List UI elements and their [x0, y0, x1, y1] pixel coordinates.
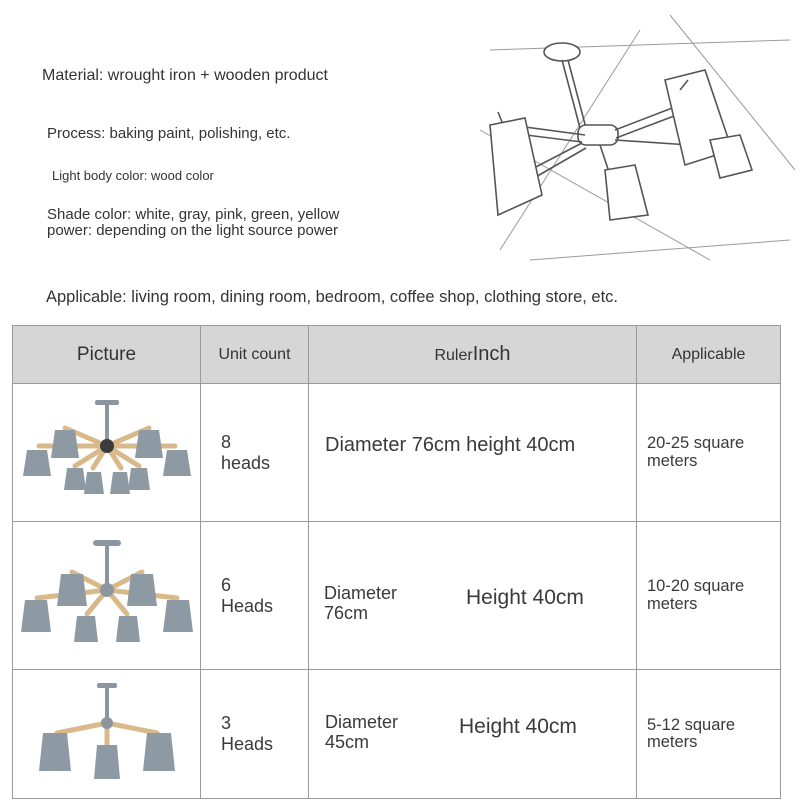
spec-material: Material: wrought iron + wooden product	[42, 67, 328, 84]
six-head-chandelier-image	[17, 536, 197, 656]
three-head-chandelier-image	[17, 679, 197, 789]
header-applicable: Applicable	[637, 326, 781, 384]
size-cell	[309, 522, 637, 670]
picture-cell	[13, 384, 201, 522]
spec-process: Process: baking paint, polishing, etc.	[47, 125, 291, 142]
unit-count-cell	[201, 384, 309, 522]
chandelier-sketch-image	[470, 10, 800, 275]
picture-cell	[13, 670, 201, 799]
header-ruler-unit: Inch	[472, 343, 511, 365]
table-header-row	[13, 326, 781, 384]
header-ruler	[309, 326, 637, 384]
size-diameter: Diameter 76cm	[324, 583, 398, 623]
size-diameter: Diameter 45cm	[325, 712, 399, 752]
unit-count-cell	[201, 670, 309, 799]
unit-count-cell	[201, 522, 309, 670]
spec-shade-color: Shade color: white, gray, pink, green, yellow power: depending on the light source power	[47, 206, 340, 239]
table-row	[13, 384, 781, 522]
unit-count-value: 3	[221, 713, 232, 734]
eight-head-chandelier-image	[17, 398, 197, 508]
header-picture: Picture	[13, 326, 201, 384]
size-height: Height 40cm	[466, 586, 584, 609]
unit-count-value: 6	[221, 574, 232, 595]
header-unit-count: Unit count	[201, 326, 309, 384]
size-cell	[309, 670, 637, 799]
unit-count-word: Heads	[221, 734, 274, 754]
applicable-cell: 5-12 square meters	[637, 670, 781, 799]
picture-cell	[13, 522, 201, 670]
applicable-cell: 10-20 square meters	[637, 522, 781, 670]
spec-body-color: Light body color: wood color	[52, 168, 214, 183]
specs-table	[12, 325, 781, 799]
unit-count-value: 8	[221, 431, 232, 452]
table-row	[13, 522, 781, 670]
unit-count-word: Heads	[221, 595, 274, 616]
header-ruler-label: Ruler	[434, 347, 473, 364]
applicable-cell: 20-25 square meters	[637, 384, 781, 522]
spec-applicable: Applicable: living room, dining room, bedroom, coffee shop, clothing store, etc.	[46, 288, 619, 306]
size-height: Height 40cm	[459, 715, 577, 738]
unit-count-word: heads	[221, 452, 271, 473]
table-row	[13, 670, 781, 799]
size-cell	[309, 384, 637, 522]
size-diameter: Diameter 76cm height 40cm	[325, 434, 576, 456]
